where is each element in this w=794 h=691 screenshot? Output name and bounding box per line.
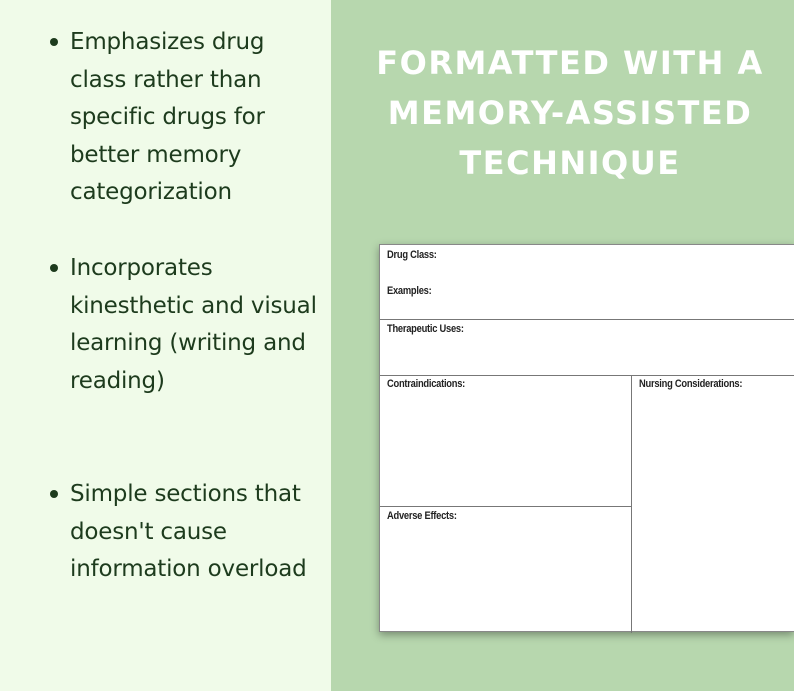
headline-line-1: FORMATTED WITH A	[376, 44, 764, 82]
feature-text: Simple sections that doesn't cause information overload	[70, 481, 307, 582]
feature-item	[50, 250, 320, 400]
feature-text: Incorporates kinesthetic and visual learning (writing and reading)	[70, 255, 317, 394]
feature-item	[50, 476, 320, 589]
therapeutic-uses-label: Therapeutic Uses:	[387, 323, 464, 335]
adverse-effects-label: Adverse Effects:	[387, 510, 457, 522]
bullet-dot-icon	[50, 38, 58, 46]
divider	[380, 375, 794, 376]
examples-label: Examples:	[387, 285, 432, 297]
divider	[380, 319, 794, 320]
divider	[631, 375, 632, 633]
worksheet-preview	[379, 244, 794, 632]
bullet-dot-icon	[50, 264, 58, 272]
bullet-dot-icon	[50, 490, 58, 498]
divider	[380, 506, 631, 507]
feature-item	[50, 24, 320, 212]
headline-line-3: TECHNIQUE	[459, 144, 681, 182]
contraindications-label: Contraindications:	[387, 378, 466, 390]
nursing-considerations-label: Nursing Considerations:	[639, 378, 743, 390]
headline-line-2: MEMORY-ASSISTED	[387, 94, 753, 132]
headline	[340, 38, 794, 188]
feature-text: Emphasizes drug class rather than specific drugs for better memory categorization	[70, 29, 265, 205]
drug-class-label: Drug Class:	[387, 249, 437, 261]
